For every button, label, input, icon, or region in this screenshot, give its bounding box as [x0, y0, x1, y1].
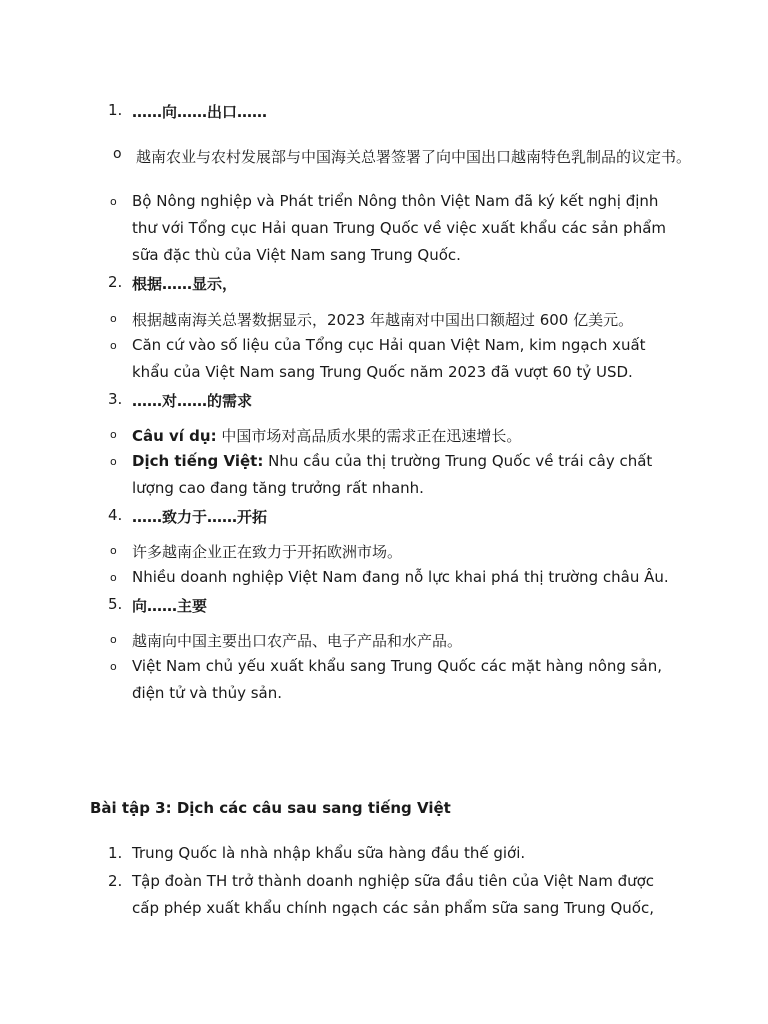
bullet-text: 许多越南企业正在致力于开拓欧洲市场。: [132, 543, 403, 561]
bullet-icon: o: [110, 195, 117, 208]
bullet-text: 根据越南海关总署数据显示，2023 年越南对中国出口额超过 600 亿美元。: [132, 311, 634, 329]
bullet-text: sữa đặc thù của Việt Nam sang Trung Quốc.: [132, 246, 461, 264]
bullet-text: khẩu của Việt Nam sang Trung Quốc năm 2023 đã vượt 60 tỷ USD.: [132, 363, 633, 381]
bullet-icon: o: [110, 660, 117, 673]
item-title: ……对……的需求: [132, 392, 253, 410]
bullet-text: 越南农业与农村发展部与中国海关总署签署了向中国出口越南特色乳制品的议定书。: [136, 148, 692, 166]
item-number: 3.: [108, 390, 123, 408]
item-number: 2.: [108, 872, 123, 890]
translation-label: Dịch tiếng Việt:: [132, 452, 264, 470]
bullet-text: lượng cao đang tăng trưởng rất nhanh.: [132, 479, 424, 497]
bullet-icon: o: [110, 428, 117, 441]
item-number: 2.: [108, 273, 123, 291]
exercise-sentence: Trung Quốc là nhà nhập khẩu sữa hàng đầu thế giới.: [132, 844, 526, 862]
item-title: ……致力于……开拓: [132, 508, 268, 526]
example-sentence: 中国市场对高品质水果的需求正在迅速增长。: [216, 427, 522, 445]
example-label: Câu ví dụ:: [132, 427, 217, 445]
item-title: ……向……出口……: [132, 103, 268, 121]
bullet-icon: o: [110, 339, 117, 352]
bullet-icon: o: [110, 571, 117, 584]
bullet-text: 越南向中国主要出口农产品、电子产品和水产品。: [132, 632, 463, 650]
item-number: 1.: [108, 101, 123, 119]
item-number: 4.: [108, 506, 123, 524]
bullet-text: điện tử và thủy sản.: [132, 684, 283, 702]
bullet-text: Căn cứ vào số liệu của Tổng cục Hải quan Việt Nam, kim ngạch xuất: [132, 336, 646, 354]
bullet-text: Việt Nam chủ yếu xuất khẩu sang Trung Quốc các mặt hàng nông sản,: [132, 657, 662, 675]
item-title: 向……主要: [132, 597, 208, 615]
bullet-icon: o: [110, 312, 117, 325]
item-title: 根据……显示，: [132, 275, 238, 293]
translation-sentence: Nhu cầu của thị trường Trung Quốc về trái cây chất: [263, 452, 653, 470]
exercise-sentence: cấp phép xuất khẩu chính ngạch các sản phẩm sữa sang Trung Quốc,: [132, 899, 654, 917]
bullet-icon: o: [113, 146, 122, 162]
exercise-heading: Bài tập 3: Dịch các câu sau sang tiếng Việt: [90, 799, 451, 817]
item-number: 1.: [108, 844, 123, 862]
bullet-icon: o: [110, 455, 117, 468]
bullet-text: Bộ Nông nghiệp và Phát triển Nông thôn Việt Nam đã ký kết nghị định: [132, 192, 659, 210]
bullet-text: Nhiều doanh nghiệp Việt Nam đang nỗ lực khai phá thị trường châu Âu.: [132, 568, 669, 586]
item-number: 5.: [108, 595, 123, 613]
bullet-icon: o: [110, 633, 117, 646]
bullet-text: [132, 425, 521, 446]
bullet-text: [132, 452, 652, 470]
bullet-icon: o: [110, 544, 117, 557]
bullet-text: thư với Tổng cục Hải quan Trung Quốc về việc xuất khẩu các sản phẩm: [132, 219, 667, 237]
exercise-sentence: Tập đoàn TH trở thành doanh nghiệp sữa đầu tiên của Việt Nam được: [132, 872, 655, 890]
